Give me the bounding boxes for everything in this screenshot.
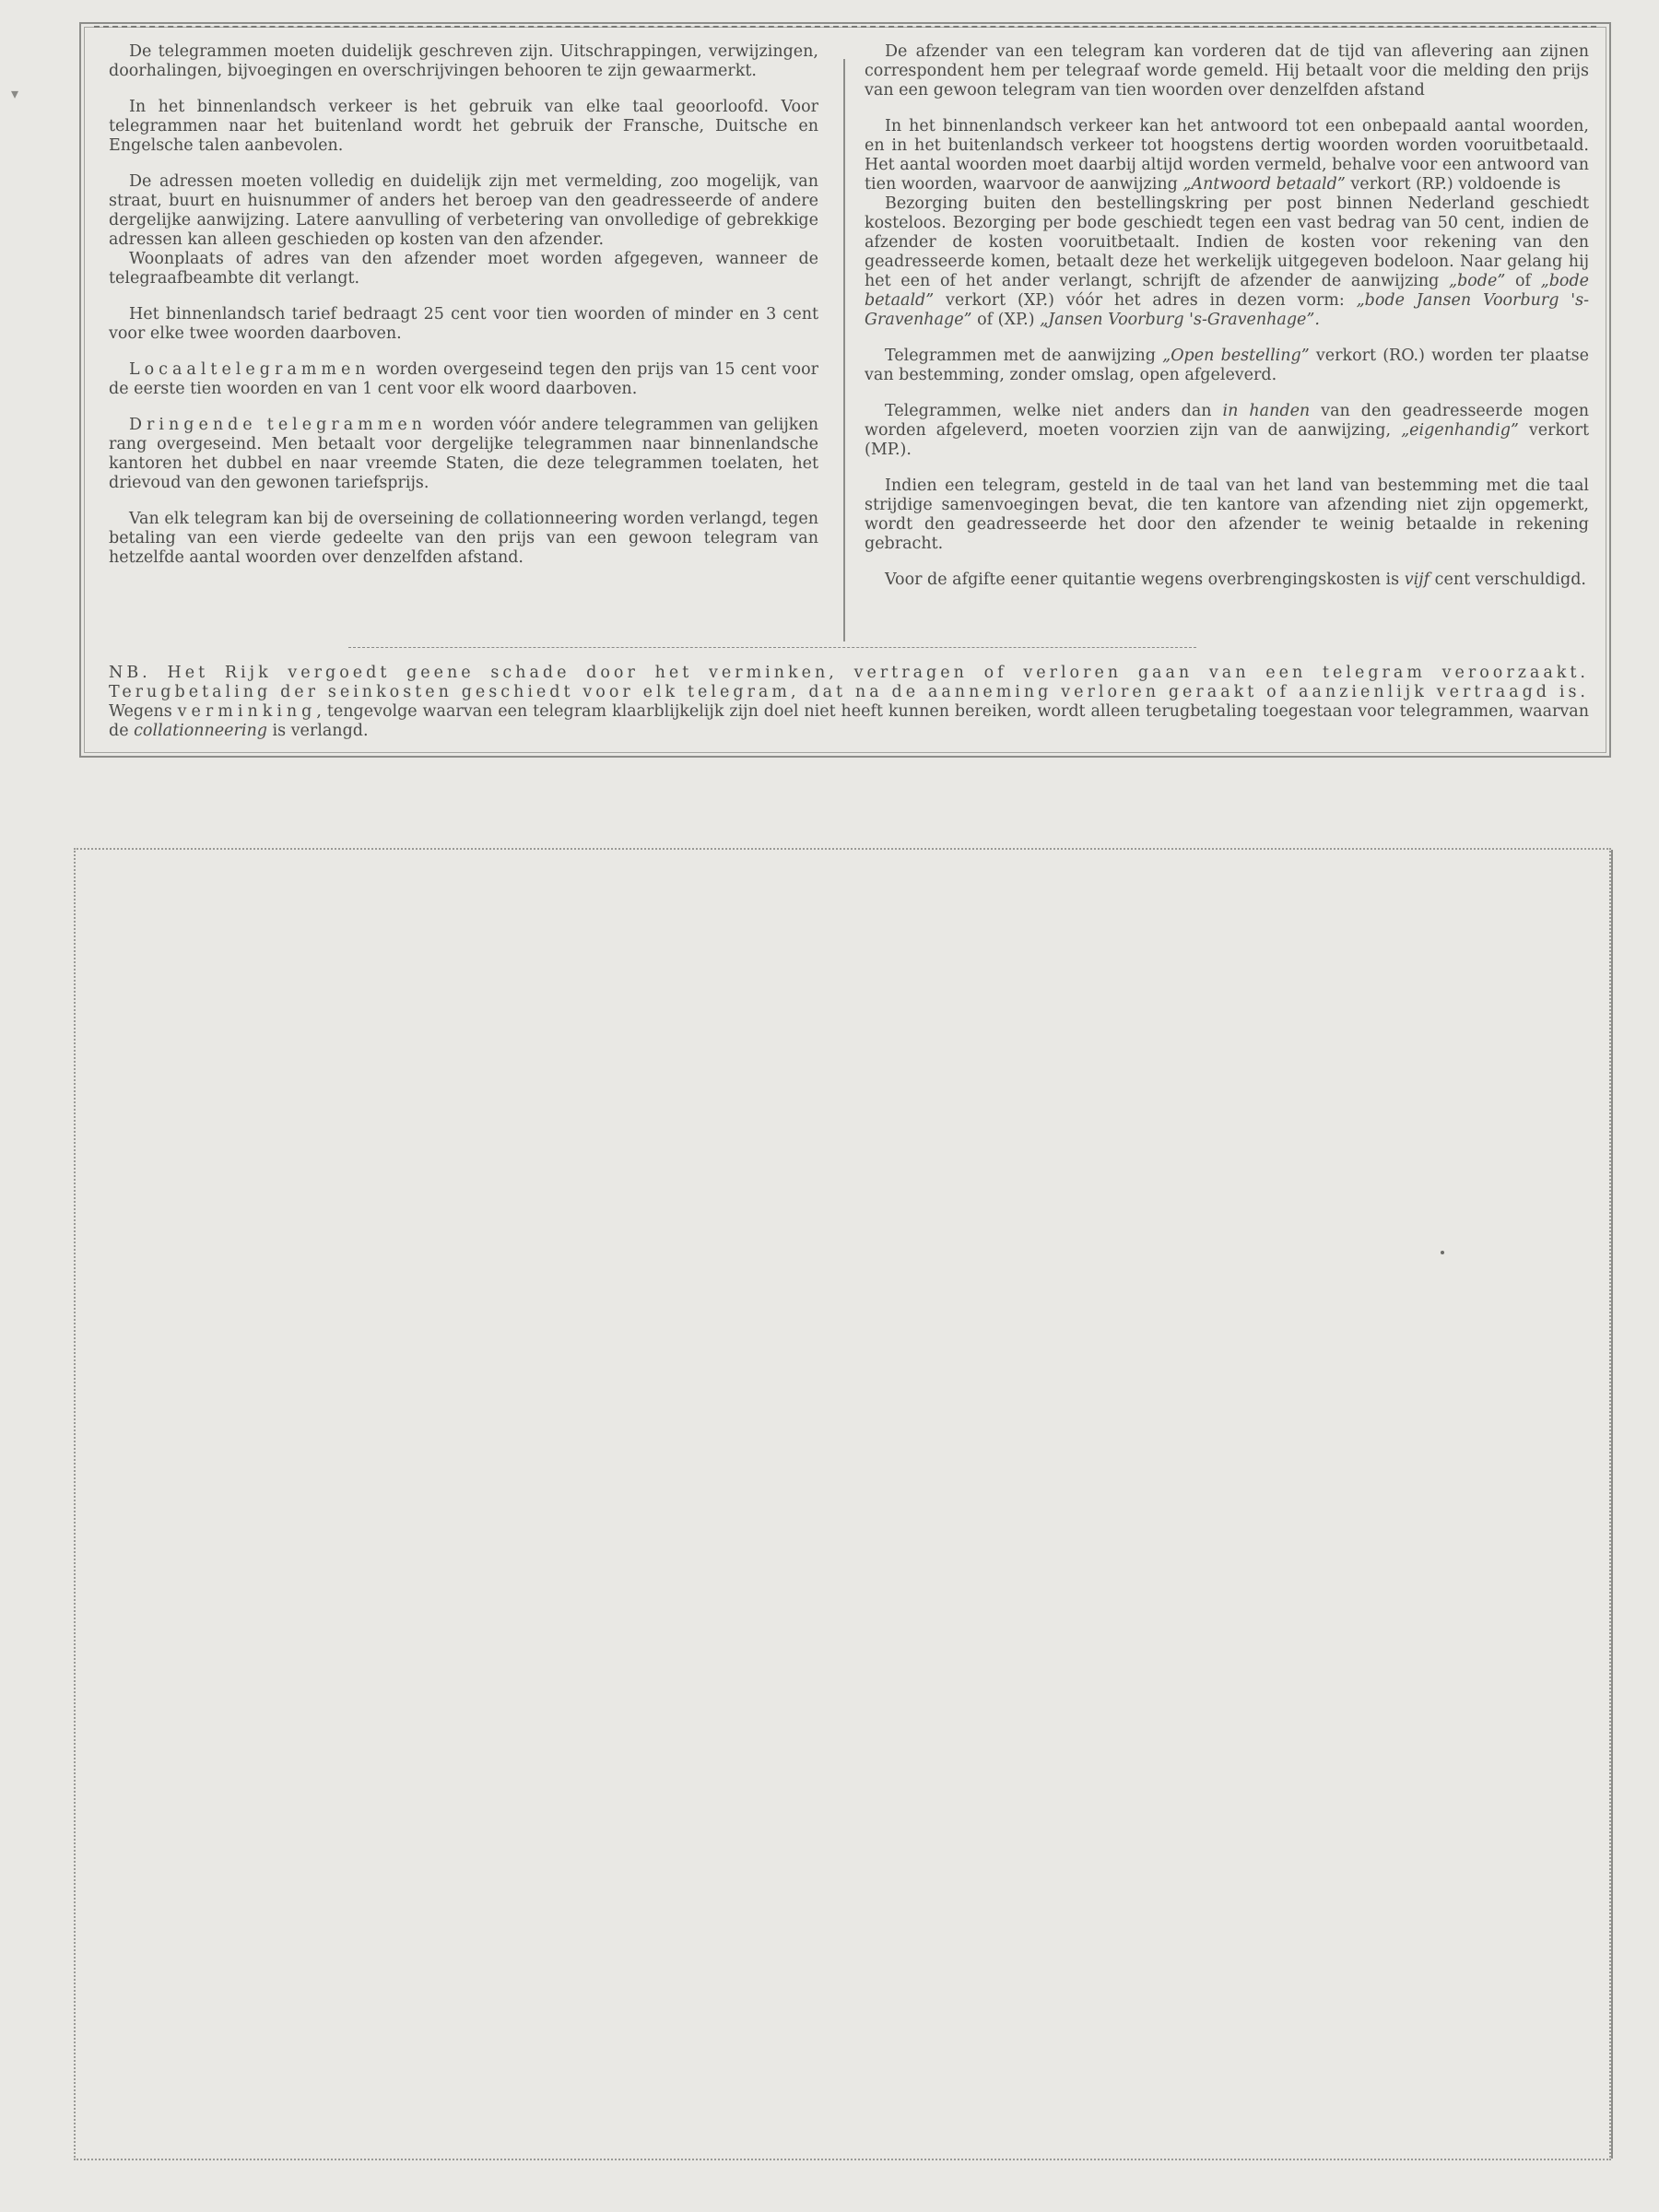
- right-paragraph-delivery-notice: De afzender van een telegram kan vorderen dat de tijd van aflevering aan zijnen correspondent hem per telegraaf worde gemeld. Hij betaalt voor die melding den prijs van een gewoon telegram van tien woorden over denzelfden afstand: [865, 42, 1589, 100]
- left-paragraph-collation: Van elk telegram kan bij de overseining de collationneering worden verlangd, tegen betaling van een vierde gedeelte van den prijs van een gewoon telegram van hetzelfde aantal woorden over denzelfden afstand.: [109, 510, 818, 567]
- message-writing-area: [74, 848, 1611, 2160]
- right-paragraph-prepaid-reply: In het binnenlandsch verkeer kan het antwoord tot een onbepaald aantal woorden, en in het buitenlandsch verkeer tot hoogstens dertig woorden worden vooruitbetaald. Het aantal woorden moet daarbij altijd worden vermeld, behalve voor een antwoord van tien woorden, waarvoor de aanwijzing „Antwoord betaald” verkort (RP.) voldoende is: [865, 117, 1589, 194]
- top-rule: [94, 26, 1596, 28]
- local-telegrams-heading: Locaaltelegrammen: [129, 360, 371, 379]
- regulations-columns: [109, 42, 1589, 640]
- right-paragraph-personal-delivery: Telegrammen, welke niet anders dan in handen van den geadresseerde mogen worden afgeleverd, moeten voorzien zijn van de aanwijzing, „eigenhandig” verkort (MP.).: [865, 402, 1590, 459]
- frame-right-edge: [1611, 850, 1613, 2159]
- right-paragraph-open-delivery: Telegrammen met de aanwijzing „Open bestelling” verkort (RO.) worden ter plaatse van bestemming, zonder omslag, open afgeleverd.: [865, 347, 1589, 384]
- left-column: [109, 42, 818, 584]
- column-divider: [843, 59, 845, 641]
- right-paragraph-language-combinations: Indien een telegram, gesteld in de taal van het land van bestemming met die taal strijdige samenvoegingen bevat, die ten kantore van afzending niet zijn opgemerkt, wordt den geadresseerde het door den afzender te weinig betaalde in rekening gebracht.: [865, 477, 1589, 553]
- margin-mark: ▾: [11, 85, 19, 102]
- note-separator: [348, 647, 1196, 648]
- left-paragraph-sender-address: Woonplaats of adres van den afzender moet worden afgegeven, wanneer de telegraafbeambte dit verlangt.: [109, 250, 818, 288]
- left-paragraph-legibility: De telegrammen moeten duidelijk geschreven zijn. Uitschrappingen, verwijzingen, doorhalingen, bijvoegingen en overschrijvingen behooren te zijn gewaarmerkt.: [109, 42, 818, 80]
- left-paragraph-language: In het binnenlandsch verkeer is het gebruik van elke taal geoorloofd. Voor telegrammen naar het buitenland wordt het gebruik der Fransche, Duitsche en Engelsche talen aanbevolen.: [109, 98, 818, 155]
- right-paragraph-courier: Bezorging buiten den bestellingskring per post binnen Nederland geschiedt kosteloos. Bezorging per bode geschiedt tegen een vast bedrag van 50 cent, indien de afzender de kosten vooruitbetaalt. Indien de kosten voor rekening van den geadresseerde komen, betaalt deze het werkelijk uitgegeven bodeloon. Naar gelang hij het een of het ander verlangt, schrijft de afzender de aanwijzing „bode” of „bode betaald” verkort (XP.) vóór het adres in dezen vorm: „bode Jansen Voorburg 's-Gravenhage” of (XP.) „Jansen Voorburg 's-Gravenhage”.: [865, 194, 1590, 329]
- left-paragraph-local-telegrams: Locaaltelegrammen worden overgeseind tegen den prijs van 15 cent voor de eerste tien woorden en van 1 cent voor elk woord daarboven.: [109, 360, 818, 398]
- nb-note-lead: NB. Het Rijk vergoedt geene schade door het verminken, vertragen of verloren gaan van een telegram veroorzaakt. Terugbetaling der seinkosten geschiedt voor elk telegram, dat na de aanneming verloren geraakt of aanzienlijk vertraagd is.: [109, 664, 1589, 701]
- paper-speck: [1441, 1251, 1444, 1254]
- telegram-regulations-box: [79, 22, 1611, 758]
- nb-note: NB. Het Rijk vergoedt geene schade door het verminken, vertragen of verloren gaan van een telegram veroorzaakt. Terugbetaling der seinkosten geschiedt voor elk telegram, dat na de aanneming verloren geraakt of aanzienlijk vertraagd is. Wegens verminking, tengevolge waarvan een telegram klaarblijkelijk zijn doel niet heeft kunnen bereiken, wordt alleen terugbetaling toegestaan voor telegrammen, waarvan de collationneering is verlangd.: [109, 664, 1589, 740]
- left-paragraph-domestic-tariff: Het binnenlandsch tarief bedraagt 25 cent voor tien woorden of minder en 3 cent voor elke twee woorden daarboven.: [109, 305, 818, 343]
- right-column: [865, 42, 1589, 606]
- left-paragraph-addresses: De adressen moeten volledig en duidelijk zijn met vermelding, zoo mogelijk, van straat, buurt en huisnummer of anders het beroep van den geadresseerde of andere dergelijke aanwijzing. Latere aanvulling of verbetering van onvolledige of gebrekkige adressen kan alleen geschieden op kosten van den afzender.: [109, 172, 818, 249]
- right-paragraph-receipt-fee: Voor de afgifte eener quitantie wegens overbrengingskosten is vijf cent verschuldigd.: [885, 571, 1586, 589]
- left-paragraph-urgent-telegrams: Dringende telegrammen worden vóór andere telegrammen van gelijken rang overgeseind. Men betaalt voor dergelijke telegrammen naar binnenlandsche kantoren het dubbel en naar vreemde Staten, die deze telegrammen toelaten, het drievoud van den gewonen tariefsprijs.: [109, 416, 819, 492]
- urgent-telegrams-heading: Dringende telegrammen: [129, 416, 427, 434]
